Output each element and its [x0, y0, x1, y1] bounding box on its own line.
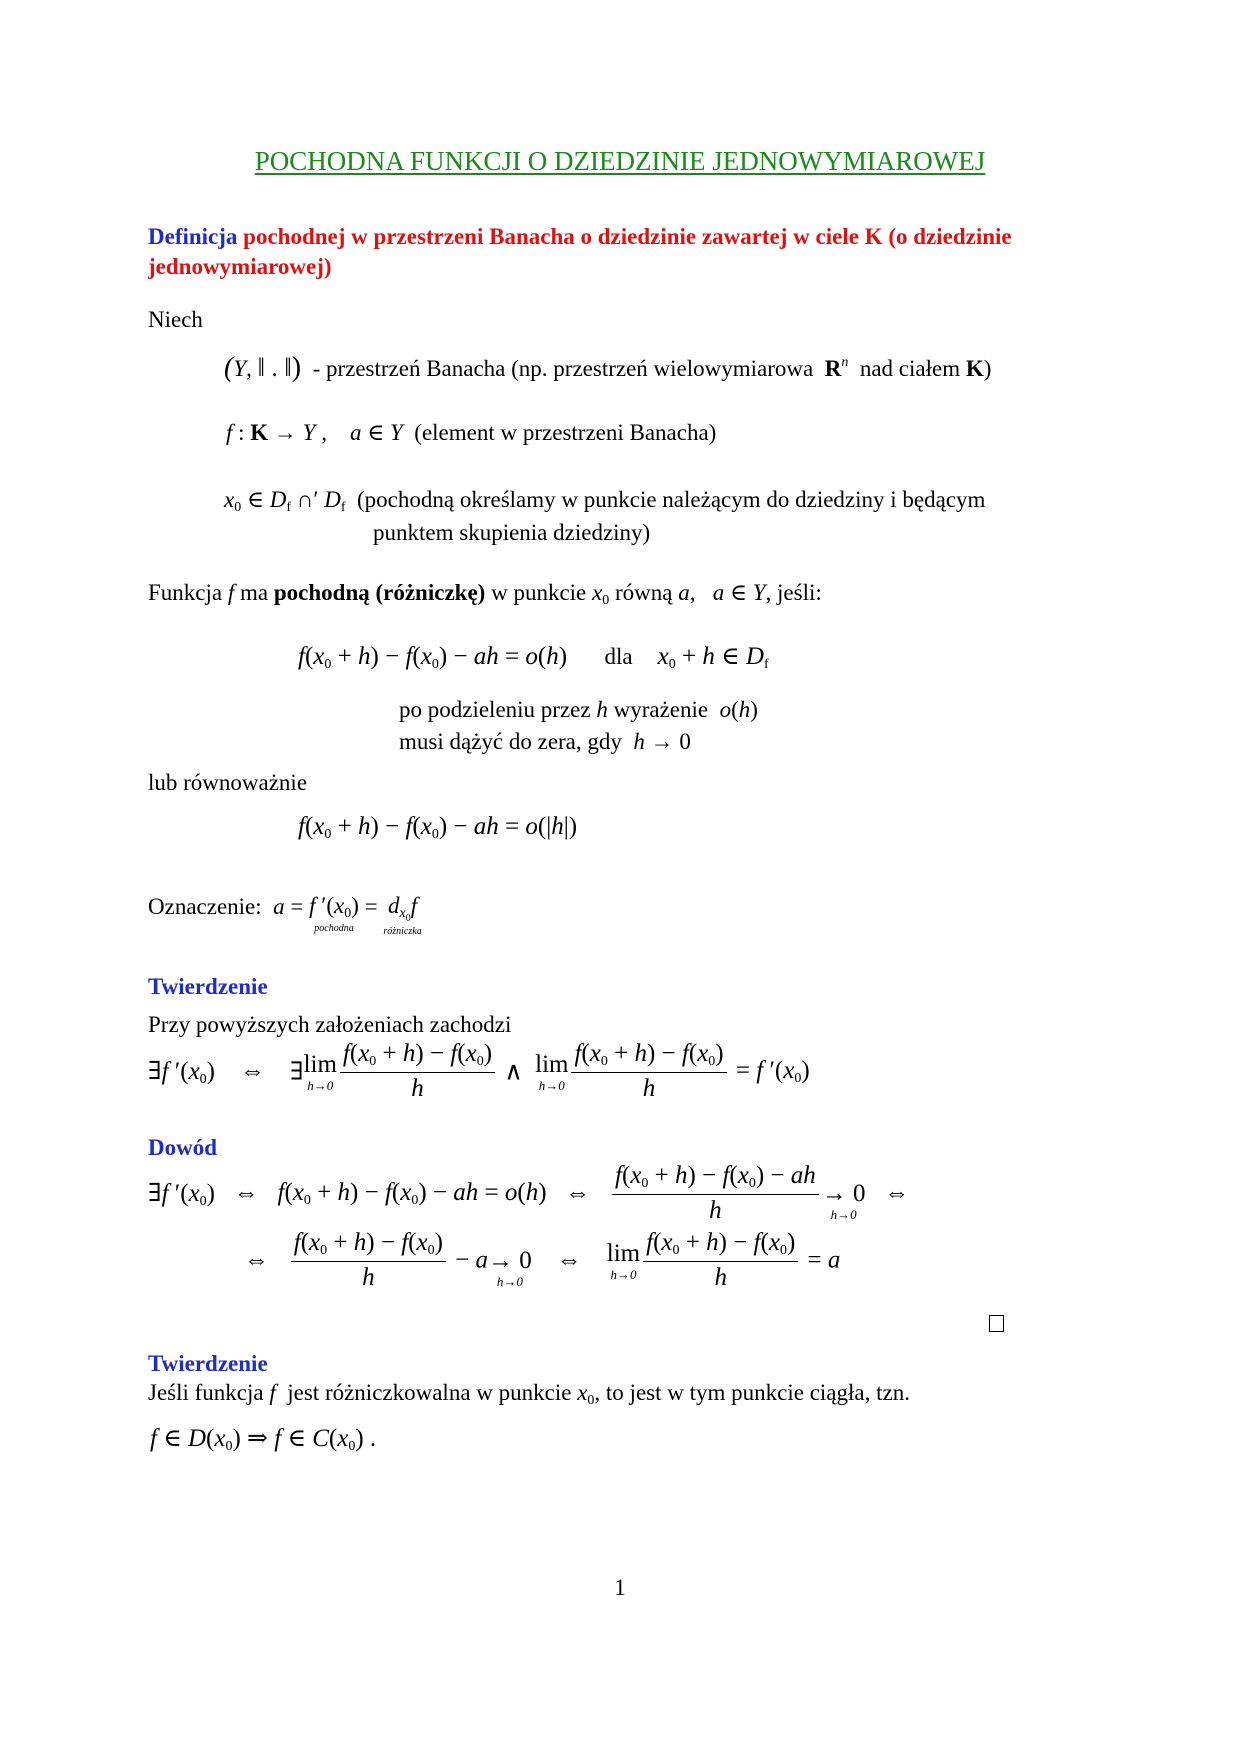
page-title: POCHODNA FUNKCJI O DZIEDZINIE JEDNOWYMIAROWEJ	[254, 146, 986, 176]
element-text: (element w przestrzeni Banacha)	[414, 420, 717, 445]
theorem-2-heading: Twierdzenie	[148, 1351, 268, 1376]
banach-nad: nad ciałem	[859, 356, 961, 381]
derivative-notation: f $'(x_0)$ pochodna	[309, 893, 359, 934]
note-1a: po podzieleniu przez	[399, 697, 591, 722]
dla-label: dla	[604, 644, 633, 669]
banach-text: - przestrzeń Banacha (np. przestrzeń wielowymiarowa	[312, 356, 814, 381]
niech-label: Niech	[148, 307, 203, 332]
assumption-function: f : K → Y , a ∈ Y (element w przestrzeni Banacha)	[226, 420, 717, 445]
differential-notation: $d_{x_0}f$ różniczka	[383, 893, 422, 937]
stmt-p5: , jeśli:	[765, 580, 822, 605]
theorem-1-text: Przy powyższych założeniach zachodzi	[148, 1012, 512, 1037]
stmt-p4: równą	[614, 580, 673, 605]
note-1: po podzieleniu przez h wyrażenie o(h)	[399, 697, 758, 722]
proof-line-1: ∃f $'(x_0)$ ⇔ $f(x_0 + h) - f(x_0)$ − ah = o(h) ⇔ $\frac{f(x_0 + h) - f(x_0) - ah}{h}$ → 0 h→0 ⇔	[148, 1162, 910, 1224]
note-2: musi dążyć do zera, gdy h → 0	[399, 729, 691, 754]
tw2-a: Jeśli funkcja	[148, 1380, 264, 1405]
theorem-2-text: Jeśli funkcja f jest różniczkowalna w punkcie $x_0$, to jest w tym punkcie ciągła, tzn.	[148, 1380, 910, 1408]
definition-heading	[148, 222, 1108, 282]
point-text-1: (pochodną określamy w punkcie należącym do dziedziny i będącym	[357, 487, 986, 512]
tw2-c: , to jest w tym punkcie ciągła, tzn.	[594, 1380, 910, 1405]
stmt-p3: w punkcie	[491, 580, 587, 605]
point-text-2: punktem skupienia dziedziny)	[373, 520, 651, 545]
assumption-point: $x_0$ ∈ $D_f$ ∩′ $D_f$ (pochodną określamy w punkcie należącym do dziedziny i będącym	[224, 487, 986, 515]
equation-definition: $f(x_0 + h) - f(x_0)$ − ah = o(h) dla $x_0 + h$ ∈ $D_f$	[298, 643, 769, 672]
definition-text: pochodnej w przestrzeni Banacha o dziedzinie zawartej w ciele K (o dziedzinie jednowymiarowej)	[148, 224, 1012, 279]
under-rozniczka: różniczka	[383, 926, 422, 937]
oznaczenie-label: Oznaczenie:	[148, 894, 262, 919]
lub-label: lub równoważnie	[148, 770, 308, 795]
qed-symbol	[989, 1315, 1004, 1332]
equation-equivalent: $f(x_0 + h) - f(x_0)$ − ah = o(|h|)	[298, 813, 578, 842]
note-2a: musi dążyć do zera, gdy	[399, 729, 622, 754]
theorem-2-formula: f ∈ $D(x_0)$ ⇒ f ∈ $C(x_0)$ .	[150, 1425, 377, 1454]
note-1b: wyrażenie	[613, 697, 709, 722]
tw2-b: jest różniczkowalna w punkcie	[287, 1380, 572, 1405]
definition-word: Definicja	[148, 224, 238, 249]
stmt-bold: pochodną (różniczkę)	[273, 580, 486, 605]
assumption-banach: (Y, ‖ . ‖) - przestrzeń Banacha (np. przestrzeń wielowymiarowa $R^n$ nad ciałem K)	[224, 352, 992, 383]
proof-heading: Dowód	[148, 1135, 218, 1160]
under-pochodna: pochodna	[314, 923, 354, 934]
page-number: 1	[614, 1575, 626, 1600]
notation-line: Oznaczenie: a = f $'(x_0)$ pochodna = $d_{x_0}f$ różniczka	[148, 893, 422, 937]
theorem-1-formula: ∃f $'(x_0)$ ⇔ ∃lim h→0 $\frac{f(x_0 + h) - f(x_0)}{h}$ ∧ lim h→0 $\frac{f(x_0 + h) - f(x_0)}{h}$ = f $'(x_0)$	[148, 1040, 810, 1102]
derivative-statement: Funkcja f ma pochodną (różniczkę) w punkcie $x_0$ równą a, a ∈ Y, jeśli:	[148, 580, 822, 608]
stmt-p2: ma	[240, 580, 269, 605]
proof-line-2: ⇔ $\frac{f(x_0 + h) - f(x_0)}{h}$ − a→ 0 h→0 ⇔ lim h→0 $\frac{f(x_0 + h) - f(x_0)}{h}$ = a	[244, 1229, 841, 1291]
theorem-1-heading: Twierdzenie	[148, 974, 268, 999]
stmt-p1: Funkcja	[148, 580, 223, 605]
